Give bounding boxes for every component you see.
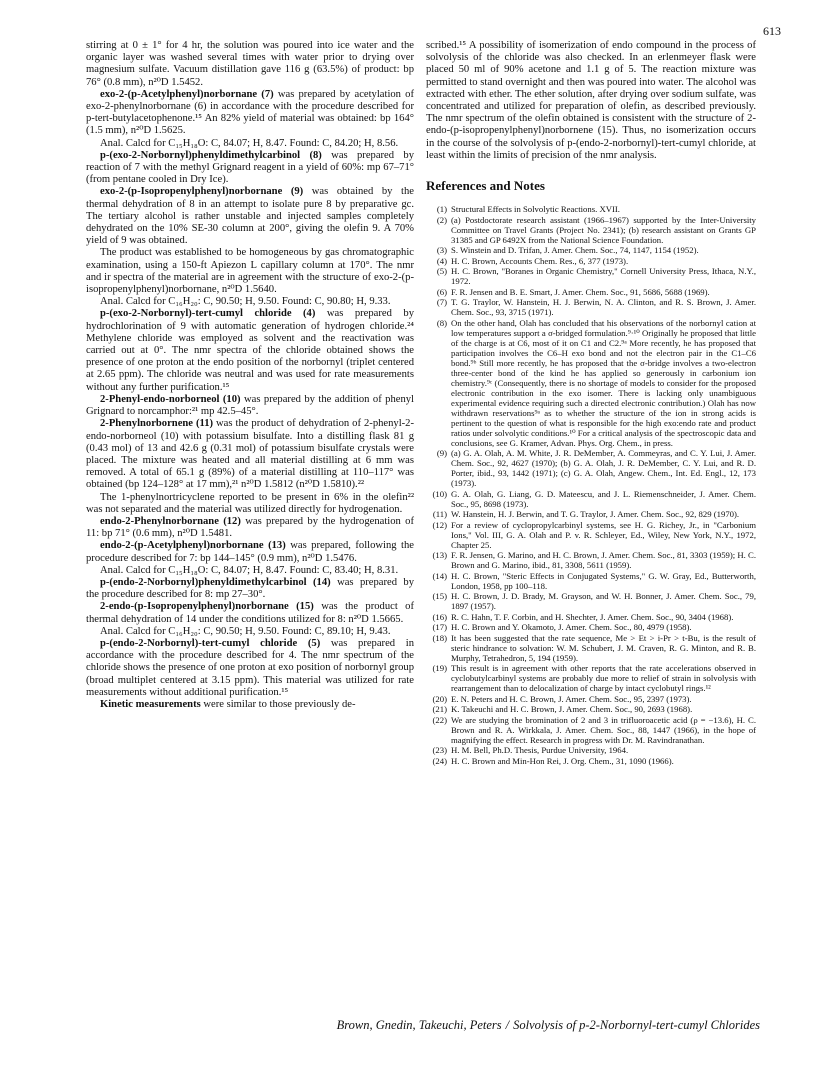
reference-number: (24) <box>432 755 447 766</box>
reference-item <box>426 215 756 245</box>
paragraph-text: stirring at 0 ± 1° for 4 hr, the solution was poured into ice water and the organic layer was washed several times with water prior to drying over magnesium sulfate. Vacuum distillation gave 116 g (63.5%) of product: bp 76° (0.8 mm), n²⁰D 1.5452. <box>86 40 414 88</box>
reference-text: This result is in agreement with other reports that the rate accelerations observed in cyclobutylcarbinyl systems are probably due more to relief of strain in solvolysis with rearrangement than to delocalization of charge by intact cyclobutyl rings.¹² <box>451 663 756 694</box>
paragraph-text: Anal. Calcd for C₁₆H₂₀: C, 90.50; H, 9.50. Found: C, 89.10; H, 9.43. <box>100 625 391 637</box>
paragraph-text: was prepared by the addition of phenyl Grignard to norcamphor:²¹ mp 42.5–45°. <box>86 393 414 418</box>
reference-item <box>426 318 756 448</box>
reference-number: (16) <box>432 611 447 622</box>
reference-text: We are studying the bromination of 2 and 3 in trifluoroacetic acid (ρ = −13.6), H. C. Brown and R. A. Wirkkala, J. Amer. Chem. Soc., 88, 1447 (1966), in the hope of magnifying the effect. Research in progress with Dr. M. Ravindranathan. <box>451 714 756 745</box>
reference-text: T. G. Traylor, W. Hanstein, H. J. Berwin, N. A. Clinton, and R. S. Brown, J. Amer. Chem. Soc., 93, 3715 (1971). <box>451 297 756 318</box>
paragraph-text: were similar to those previously de- <box>200 698 356 710</box>
paragraph <box>86 418 414 491</box>
reference-text: (a) G. A. Olah, A. M. White, J. R. DeMember, A. Commeyras, and C. Y. Lui, J. Amer. Chem. Soc., 92, 4627 (1970); (b) G. A. Olah, J. R. DeMember, C. Y. Lui, and R. D. Porter, ibid., 93, 1442 (1971); (c) G. A. Olah, Angew. Chem., Int. Ed. Engl., 12, 173 (1973). <box>451 448 756 489</box>
paragraph-text: was the product of dehydration of 2-phenyl-2-endo-norborneol (10) with potassium bisulfate. Into a distilling flask 81 g (0.43 mol) of 13 and 42.6 g (0.31 mol) of potassium bisulfate crystals were placed. The mixture was heated and all material distilling at 6 mm was removed. A total of 65.1 g (89%) of a material distilling at 110–117° was obtained (bp 124–128° at 17 mm),²¹ n²⁰D 1.5812 (n²⁰D 1.5810).²² <box>86 418 415 491</box>
paragraph <box>86 540 414 564</box>
reference-text: S. Winstein and D. Trifan, J. Amer. Chem. Soc., 74, 1147, 1154 (1952). <box>451 245 699 256</box>
reference-text: H. C. Brown and Min-Hon Rei, J. Org. Chem., 31, 1090 (1966). <box>451 755 674 766</box>
reference-item <box>426 520 756 550</box>
paragraph-text: was prepared by hydrochlorination of 9 with automatic generation of hydrogen chloride.²⁴ Methylene chloride was employed as solvent and the reactivation was carried out at 0°. The nmr spectra of the chloride obtained shows the presence of one proton at the endo position of the norbornyl (triplet centered at 2.65 ppm). The chloride was neutral and was used for rate measurements without any further purification.¹⁵ <box>86 308 414 393</box>
right-column <box>426 40 756 766</box>
reference-number: (4) <box>436 255 447 266</box>
reference-item <box>426 245 756 255</box>
reference-item <box>426 204 756 214</box>
reference-number: (7) <box>436 297 447 308</box>
reference-item <box>426 663 756 693</box>
reference-text: For a review of cyclopropylcarbinyl systems, see H. G. Richey, Jr., in "Carbonium Ions," Vol. III, G. A. Olah and P. v. R. Schleyer, Ed., Wiley, New York, N.Y., 1972, Chapter 25. <box>451 519 756 550</box>
reference-text: On the other hand, Olah has concluded that his observations of the norbornyl cation at low temperatures support a σ-bridged formulation.⁹·¹⁰ Originally he proposed that little of the charge is at C6, most of it on C1 and C2.⁹ᵃ More recently, he has proposed that participation involves the C6–H exo bond and not the electron pair in the C1–C6 bond.⁹ᵇ Still more recently, he has proposed that the σ-bridge involves a two-electron three-center bond of the kind he has applied so generously in carbonium ion chemistry.⁹ᶜ (Consequently, there is no shortage of models to consider for the proposed electronic contribution in the exo isomer. There is lacking only unambiguous experimental evidence requiring such a directed electronic contribution.) Olah has now withdrawn reservations⁹ᵃ as to whether the structure of the ion in strong acids is pertinent to the question of what is responsible for the high exo:endo rate and product ratios under solvolytic conditions.¹⁰ For a critical analysis of the spectroscopic data and conclusions, see G. Kramer, Advan. Phys. Org. Chem., in press. <box>451 317 756 448</box>
footer-title: Solvolysis of p-2-Norbornyl-tert-cumyl Chlorides <box>513 1018 760 1032</box>
compound-heading: 2-Phenylnorbornene (11) <box>100 418 214 430</box>
compound-heading: endo-2-(p-Acetylphenyl)norbornane (13) <box>100 540 286 552</box>
compound-heading: exo-2-(p-Acetylphenyl)norbornane (7) <box>100 88 274 100</box>
compound-heading: Kinetic measurements <box>100 698 201 710</box>
reference-number: (1) <box>436 204 447 215</box>
reference-text: K. Takeuchi and H. C. Brown, J. Amer. Chem. Soc., 90, 2693 (1968). <box>451 704 693 715</box>
reference-item <box>426 266 756 286</box>
reference-number: (15) <box>432 591 447 602</box>
reference-item <box>426 622 756 632</box>
paragraph-text: was prepared by the hydrogenation of 11: bp 71° (0.6 mm), n²⁰D 1.5481. <box>86 515 414 540</box>
reference-number: (6) <box>436 286 447 297</box>
compound-heading: p-(exo-2-Norbornyl)-tert-cumyl chloride (4) <box>100 308 316 320</box>
reference-text: G. A. Olah, G. Liang, G. D. Mateescu, and J. L. Riemenschneider, J. Amer. Chem. Soc., 95, 8698 (1973). <box>451 488 756 509</box>
running-footer <box>300 1018 760 1033</box>
reference-number: (8) <box>436 317 447 328</box>
paragraph-text: was prepared by acetylation of exo-2-phenylnorbornane (6) in accordance with the procedure described for p-tert-butylacetophenone.¹⁵ An 82% yield of material was obtained: bp 164° (1.5 mm), n²⁰D 1.5625. <box>86 88 414 137</box>
reference-item <box>426 448 756 488</box>
compound-heading: exo-2-(p-Isopropenylphenyl)norbornane (9) <box>100 186 304 198</box>
reference-text: H. C. Brown, J. D. Brady, M. Grayson, and W. H. Bonner, J. Amer. Chem. Soc., 79, 1897 (1957). <box>451 591 756 612</box>
reference-text: H. C. Brown, Accounts Chem. Res., 6, 377 (1973). <box>451 255 629 266</box>
reference-text: H. M. Bell, Ph.D. Thesis, Purdue University, 1964. <box>451 745 629 756</box>
reference-item <box>426 612 756 622</box>
reference-text: (a) Postdoctorate research assistant (1966–1967) supported by the Inter-University Committee on Travel Grants (Project No. 2341); (b) research assistant on Grants GP 31385 and GP 6492X from the National Science Foundation. <box>451 214 756 245</box>
reference-text: It has been suggested that the rate sequence, Me > Et > i-Pr > t-Bu, is the result of steric hindrance to solvation: W. M. Schubert, J. M. Craven, R. G. Minton, and R. B. Murphy, Tetrahedron, 5, 194 (1959). <box>451 632 756 663</box>
reference-number: (22) <box>432 714 447 725</box>
paragraph-text: was prepared by the procedure described for 8: mp 27–30°. <box>86 576 414 601</box>
right-column-intro: scribed.¹⁵ A possibility of isomerization of endo compound in the process of solvolysis of the chloride was also checked. In an erlenmeyer flask were placed 50 ml of 90% acetone and 1.1 g of 5. The reaction mixture was permitted to stand overnight and then was poured into water. The alcohol was extracted with ether. The ether solution, after drying over sodium sulfate, was concentrated and utilized for preparation of olefin, as described previously. The nmr spectrum of the olefin obtained is consistent with the structure of 2-endo-(p-isopropenylphenyl)norbornene (15). Thus, no isomerization occurs in the course of the solvolysis of p-(endo-2-norbornyl)-tert-cumyl chloride, at least within the limits of precision of the nmr analysis. <box>426 40 756 161</box>
paragraph-text: was obtained by the thermal dehydration of 8 in an attempt to isolate pure 8 by preparative gc. The tertiary alcohol is rather unstable and injected samples completely dehydrated on the 10% SE-30 column at 200°, giving the olefin 9. A 70% yield of 9 was obtained. <box>86 186 414 247</box>
footer-separator: / <box>505 1018 510 1032</box>
paragraph-text: was prepared by reaction of 7 with the methyl Grignard reagent in a yield of 60%: mp 67–71° (from pentane cooled in Dry Ice). <box>86 149 414 186</box>
page-number: 613 <box>763 24 781 38</box>
references-heading: References and Notes <box>426 178 545 194</box>
paragraph <box>86 186 414 247</box>
paragraph <box>86 40 414 89</box>
reference-number: (19) <box>432 663 447 674</box>
paragraph <box>86 89 414 138</box>
reference-item <box>426 704 756 714</box>
compound-heading: endo-2-Phenylnorbornane (12) <box>100 515 241 527</box>
paragraph <box>86 492 414 516</box>
reference-text: Structural Effects in Solvolytic Reactions. XVII. <box>451 204 620 215</box>
reference-text: R. C. Hahn, T. F. Corbin, and H. Shechter, J. Amer. Chem. Soc., 90, 3404 (1968). <box>451 611 734 622</box>
reference-item <box>426 571 756 591</box>
reference-text: F. R. Jensen, G. Marino, and H. C. Brown, J. Amer. Chem. Soc., 81, 3303 (1959); H. C. Brown and G. Marino, ibid., 81, 3308, 5611 (1959). <box>451 550 756 571</box>
reference-item <box>426 591 756 611</box>
paragraph <box>86 699 414 711</box>
reference-item <box>426 633 756 663</box>
reference-text: H. C. Brown and Y. Okamoto, J. Amer. Chem. Soc., 80, 4979 (1958). <box>451 622 692 633</box>
footer-authors: Brown, Gnedin, Takeuchi, Peters <box>336 1018 502 1032</box>
compound-heading: 2-Phenyl-endo-norborneol (10) <box>100 393 241 405</box>
paragraph-text: was prepared, following the procedure described for 7: bp 144–145° (0.9 mm), n²⁰D 1.5476. <box>86 540 414 564</box>
reference-number: (10) <box>432 488 447 499</box>
reference-number: (17) <box>432 622 447 633</box>
reference-text: H. C. Brown, "Steric Effects in Conjugated Systems," G. W. Gray, Ed., Butterworth, London, 1958, pp 100–118. <box>451 570 756 591</box>
reference-number: (9) <box>436 448 447 459</box>
reference-item <box>426 256 756 266</box>
compound-heading: p-(endo-2-Norbornyl)-tert-cumyl chloride (5) <box>100 637 321 649</box>
reference-number: (20) <box>432 693 447 704</box>
reference-item <box>426 509 756 519</box>
paragraph-text: Anal. Calcd for C₁₅H₁₈O: C, 84.07; H, 8.47. Found: C, 83.40; H, 8.31. <box>100 564 399 576</box>
reference-number: (13) <box>432 550 447 561</box>
reference-number: (23) <box>432 745 447 756</box>
compound-heading: p-(endo-2-Norbornyl)phenyldimethylcarbinol (14) <box>100 576 331 588</box>
compound-heading: p-(exo-2-Norbornyl)phenyldimethylcarbinol (8) <box>100 149 322 161</box>
reference-item <box>426 745 756 755</box>
paragraph <box>86 296 414 308</box>
reference-text: F. R. Jensen and B. E. Smart, J. Amer. Chem. Soc., 91, 5686, 5688 (1969). <box>451 286 710 297</box>
reference-item <box>426 715 756 745</box>
paragraph <box>86 308 414 393</box>
reference-text: E. N. Peters and H. C. Brown, J. Amer. Chem. Soc., 95, 2397 (1973). <box>451 693 692 704</box>
reference-text: H. C. Brown, "Boranes in Organic Chemistry," Cornell University Press, Ithaca, N.Y., 1972. <box>451 266 756 287</box>
reference-number: (11) <box>432 509 447 520</box>
reference-text: W. Hanstein, H. J. Berwin, and T. G. Traylor, J. Amer. Chem. Soc., 92, 829 (1970). <box>451 509 740 520</box>
reference-item <box>426 694 756 704</box>
paragraph <box>86 150 414 187</box>
reference-number: (18) <box>432 632 447 643</box>
paragraph <box>86 138 414 150</box>
paragraph-text: The 1-phenylnortricyclene reported to be present in 6% in the olefin²² was not separated and the material was utilized directly for hydrogenation. <box>86 491 414 515</box>
compound-heading: 2-endo-(p-Isopropenylphenyl)norbornane (15) <box>100 601 314 613</box>
paragraph-text: The product was established to be homogeneous by gas chromatographic examination, using a 150-ft Apiezon L capillary column at 170°. The nmr and ir spectra of the material are in agreement with the structure of exo-2-(p-isopropenylphenyl)norbornane, n²⁰D 1.5640. <box>86 247 414 296</box>
paragraph <box>86 565 414 577</box>
left-column <box>86 40 414 711</box>
paragraph <box>86 394 414 418</box>
reference-number: (2) <box>436 214 447 225</box>
reference-item <box>426 550 756 570</box>
paragraph <box>86 577 414 601</box>
paragraph-text: was the product of thermal dehydration of 14 under the conditions utilized for 8: n²⁰D 1.5665. <box>86 601 414 625</box>
paragraph <box>86 601 414 625</box>
paragraph <box>86 638 414 699</box>
paragraph-text: was prepared in accordance with the procedure described for 4. The nmr spectrum of the chloride shows the presence of one proton at exo position of norbornyl group (broad multiplet centered at 3.15 ppm). This material was utilized for rate measurements without additional purification.¹⁵ <box>86 637 414 698</box>
reference-item <box>426 287 756 297</box>
paragraph-text: Anal. Calcd for C₁₅H₁₈O: C, 84.07; H, 8.47. Found: C, 84.20; H, 8.56. <box>100 137 399 149</box>
paragraph <box>86 516 414 540</box>
reference-item <box>426 489 756 509</box>
paragraph <box>86 247 414 296</box>
reference-item <box>426 297 756 317</box>
reference-number: (5) <box>436 266 447 277</box>
reference-number: (12) <box>432 519 447 530</box>
paragraph <box>86 626 414 638</box>
reference-number: (21) <box>432 704 447 715</box>
paragraph-text: Anal. Calcd for C₁₆H₂₀: C, 90.50; H, 9.50. Found: C, 90.80; H, 9.33. <box>100 296 391 308</box>
reference-number: (3) <box>436 245 447 256</box>
reference-number: (14) <box>432 570 447 581</box>
references-list <box>426 204 756 766</box>
reference-item <box>426 756 756 766</box>
